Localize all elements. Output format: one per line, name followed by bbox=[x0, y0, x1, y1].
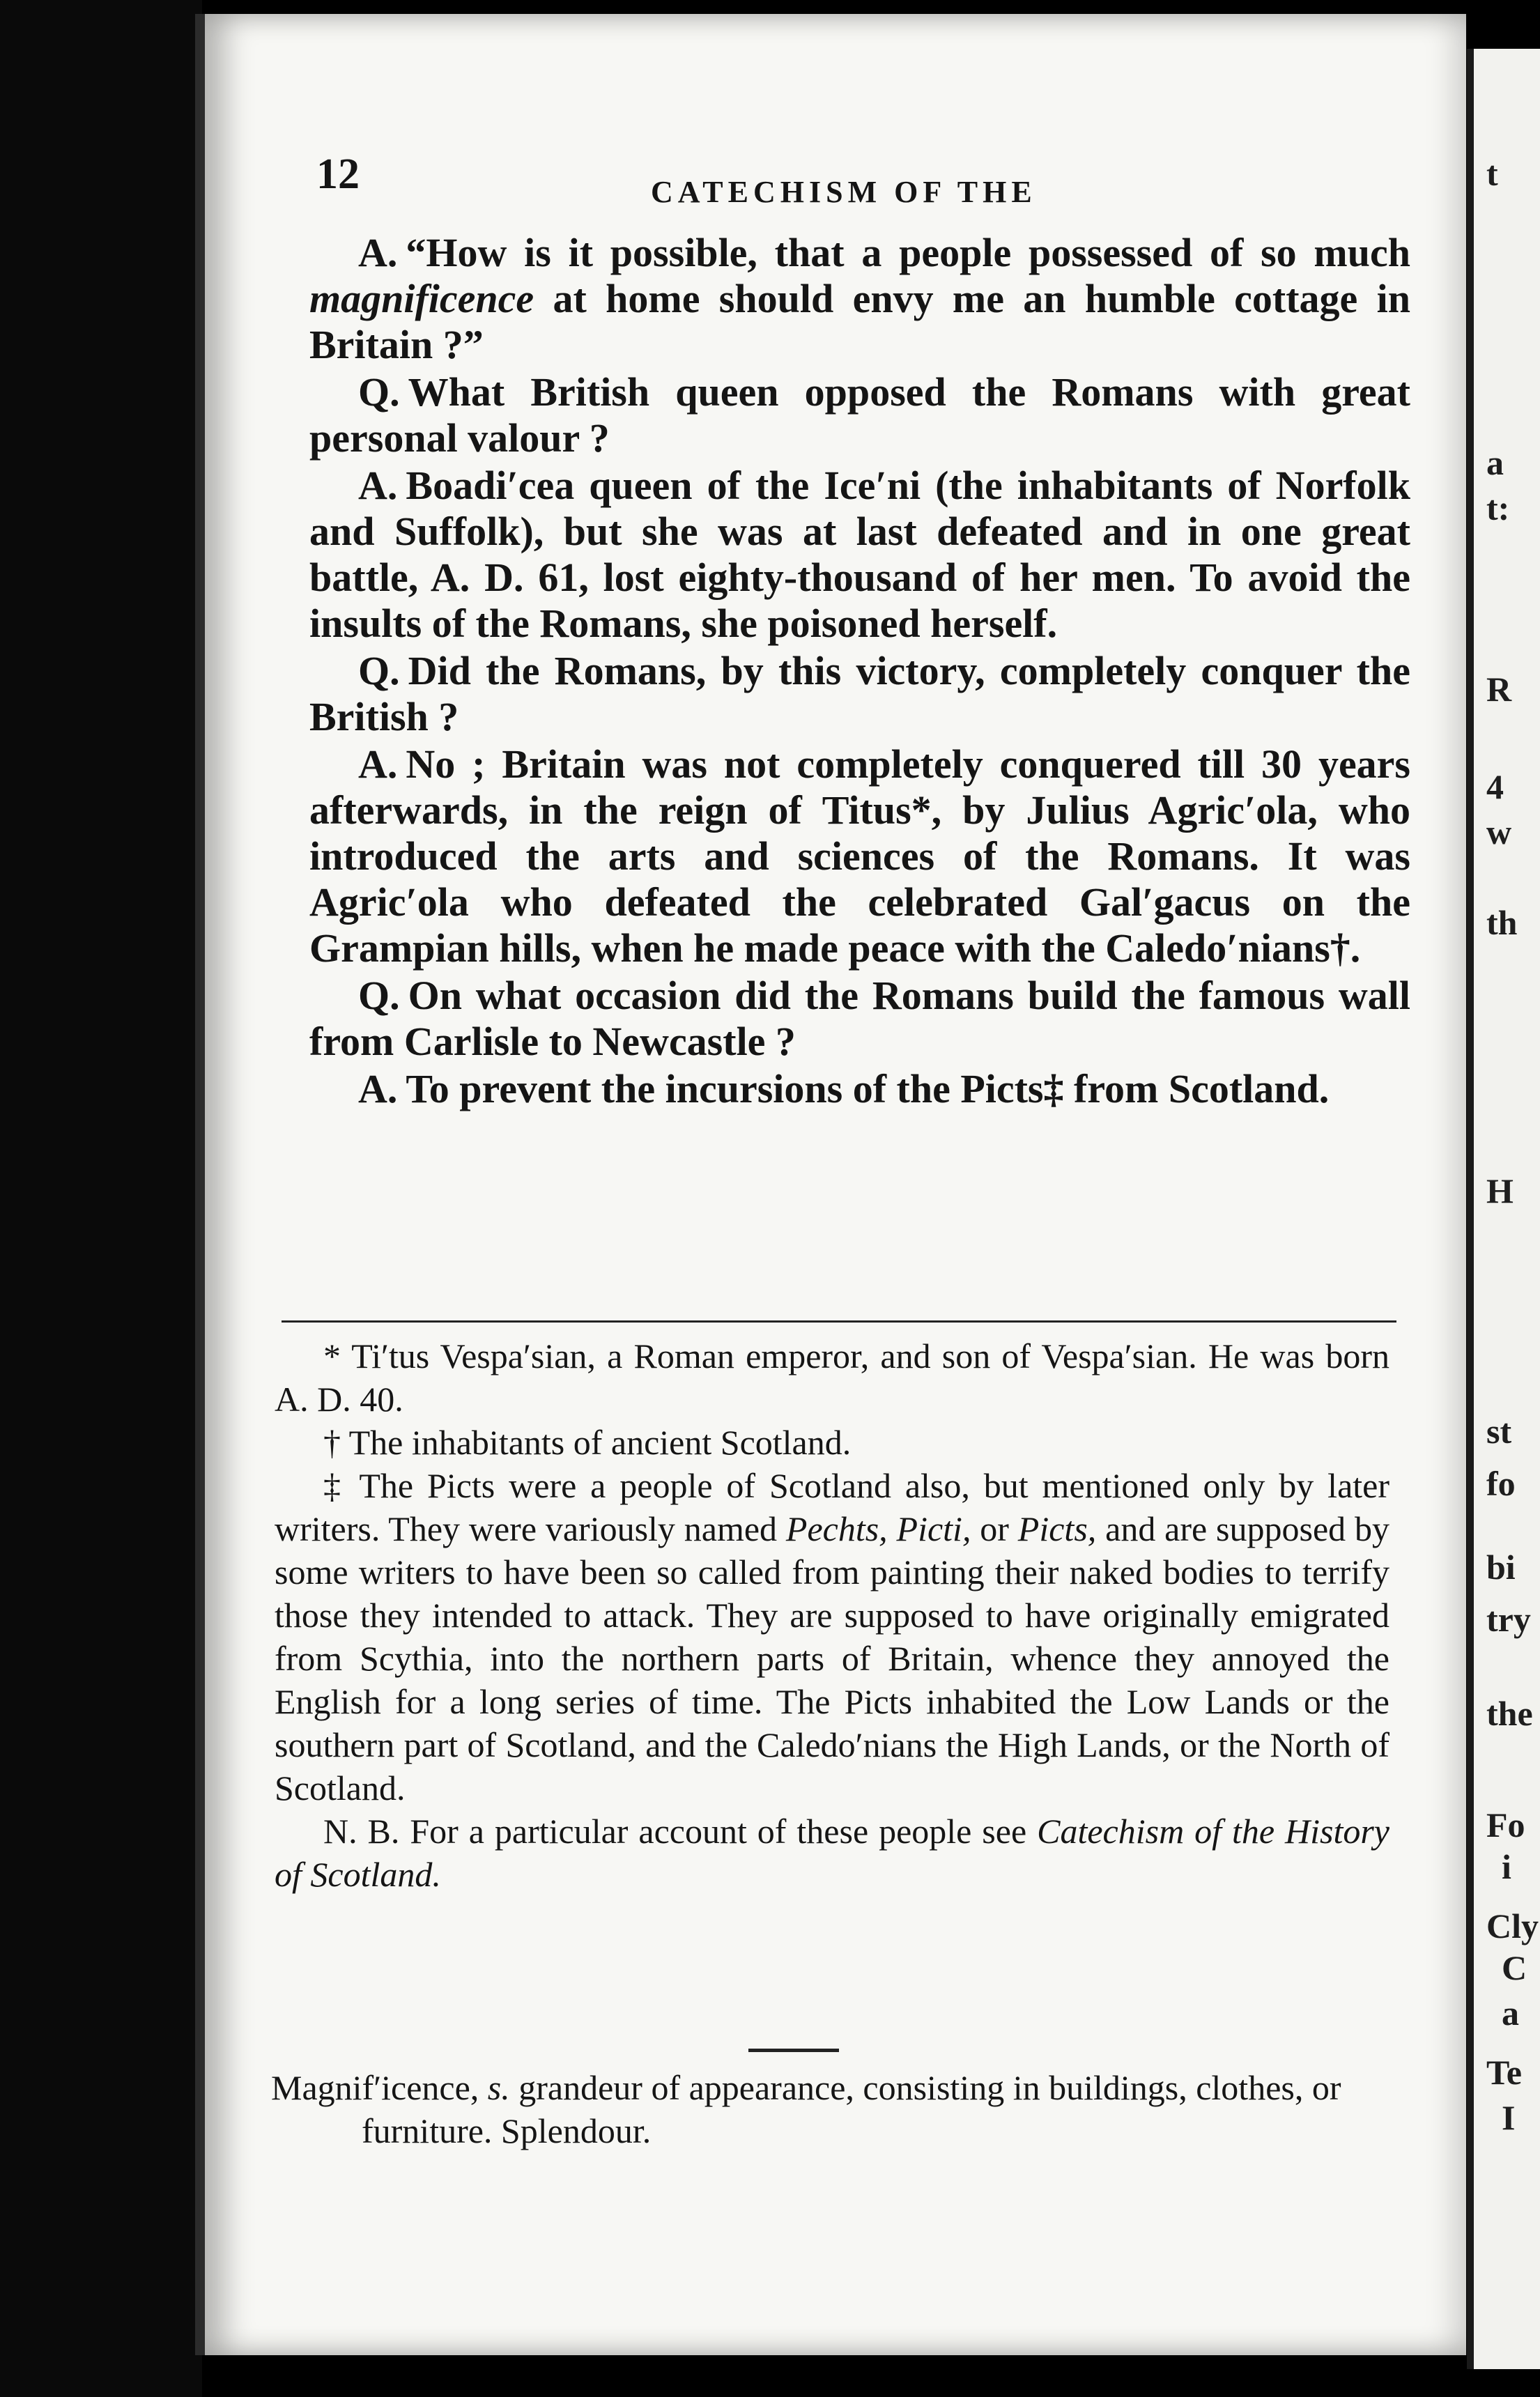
paragraph-text: To prevent the incursions of the Picts‡ from Scotland. bbox=[406, 1066, 1330, 1111]
glossary-entry bbox=[271, 2066, 1386, 2152]
italic-word: Picti, bbox=[896, 1509, 971, 1548]
footnote-mark: N. B. bbox=[323, 1812, 400, 1851]
paragraph-text: “How is it possible, that a people possessed of so much magnificence at home should envy me an humble cottage in Britain ?” bbox=[309, 230, 1410, 367]
footnote-text: Ti′tus Vespa′sian, a Roman emperor, and son of Vespa′sian. He was born A. D. 40. bbox=[275, 1336, 1389, 1419]
adjacent-fragment: H bbox=[1486, 1171, 1514, 1210]
question-paragraph bbox=[309, 973, 1410, 1065]
adjacent-fragment: the bbox=[1486, 1694, 1533, 1733]
footnote-text: The Picts were a people of Scotland also, but mentioned only by later writers. They were variously named Pechts, Picti, or Picts, and are supposed by some writers to have been so called from painting their naked bodies to terrify those they intended to attack. They are supposed to have originally emigrated from Scythia, into the northern parts of Britain, whence they annoyed the English for a long series of time. The Picts inhabited the Low Lands or the southern part of Scotland, and the Caledo′nians the High Lands, or the North of Scotland. bbox=[275, 1466, 1389, 1808]
adjacent-page-edge bbox=[1467, 49, 1540, 2369]
footnote-nb bbox=[275, 1810, 1389, 1896]
page-number: 12 bbox=[316, 151, 360, 198]
answer-paragraph bbox=[309, 741, 1410, 971]
footnotes bbox=[275, 1334, 1389, 1896]
adjacent-fragment: i bbox=[1502, 1847, 1511, 1886]
footnote-text: The inhabitants of ancient Scotland. bbox=[348, 1423, 852, 1462]
catechism-body bbox=[309, 230, 1410, 1113]
italic-word: Picts, bbox=[1017, 1509, 1097, 1548]
adjacent-fragment: I bbox=[1502, 2098, 1516, 2137]
adjacent-fragment: th bbox=[1486, 903, 1518, 942]
book-page bbox=[195, 14, 1466, 2355]
paragraph-text: What British queen opposed the Romans with great personal valour ? bbox=[309, 369, 1410, 461]
answer-paragraph bbox=[309, 230, 1410, 368]
adjacent-fragment: t bbox=[1486, 154, 1498, 193]
paragraph-text: Did the Romans, by this victory, completely conquer the British ? bbox=[309, 648, 1410, 739]
running-head: CATECHISM OF THE bbox=[651, 175, 1037, 209]
glossary bbox=[271, 2066, 1386, 2152]
adjacent-fragment: C bbox=[1502, 1948, 1527, 1987]
glossary-pos: s. bbox=[487, 2068, 510, 2107]
adjacent-fragment: bi bbox=[1486, 1548, 1516, 1587]
paragraph-label: Q. bbox=[358, 973, 400, 1018]
adjacent-fragment: Fo bbox=[1486, 1805, 1525, 1844]
footnote bbox=[275, 1334, 1389, 1421]
adjacent-fragment: a bbox=[1486, 443, 1504, 482]
italic-word: magnificence bbox=[309, 276, 534, 321]
adjacent-fragment: try bbox=[1486, 1600, 1531, 1639]
footnote-text: For a particular account of these people see Catechism of the History of Scotland. bbox=[275, 1812, 1389, 1894]
paragraph-label: A. bbox=[358, 1066, 398, 1111]
footnote-rule bbox=[282, 1320, 1396, 1323]
adjacent-fragment: 4 bbox=[1486, 767, 1504, 806]
adjacent-fragment: fo bbox=[1486, 1464, 1516, 1503]
footnote-mark: ‡ bbox=[323, 1466, 346, 1505]
footnote bbox=[275, 1421, 1389, 1464]
adjacent-fragment: Cly bbox=[1486, 1906, 1539, 1945]
adjacent-fragment: a bbox=[1502, 1994, 1519, 2033]
glossary-rule bbox=[748, 2049, 839, 2052]
italic-word: Pechts, bbox=[785, 1509, 888, 1548]
question-paragraph bbox=[309, 648, 1410, 740]
paragraph-label: A. bbox=[358, 230, 398, 275]
answer-paragraph bbox=[309, 463, 1410, 647]
scan-left-margin bbox=[0, 0, 202, 2397]
italic-word: Catechism of the History of Scotland. bbox=[275, 1812, 1389, 1894]
paragraph-label: A. bbox=[358, 741, 398, 787]
paragraph-label: A. bbox=[358, 463, 398, 508]
adjacent-fragment: w bbox=[1486, 812, 1512, 851]
adjacent-fragment: t: bbox=[1486, 488, 1510, 527]
glossary-definition: grandeur of appearance, consisting in buildings, clothes, or furniture. Splendour. bbox=[362, 2068, 1341, 2150]
footnote-mark: * bbox=[323, 1336, 341, 1375]
paragraph-label: Q. bbox=[358, 648, 400, 693]
adjacent-fragment: Te bbox=[1486, 2053, 1522, 2092]
glossary-term: Magnif′icence, bbox=[271, 2068, 479, 2107]
question-paragraph bbox=[309, 369, 1410, 461]
footnote-mark: † bbox=[323, 1423, 341, 1462]
paragraph-label: Q. bbox=[358, 369, 400, 415]
adjacent-fragment: st bbox=[1486, 1412, 1512, 1451]
paragraph-text: No ; Britain was not completely conquered till 30 years afterwards, in the reign of Titus*, by Julius Agric′ola, who introduced the arts and sciences of the Romans. It was Agric′ola who defeated the celebrated Gal′gacus on the Grampian hills, when he made peace with the Caledo′nians†. bbox=[309, 741, 1410, 971]
answer-paragraph bbox=[309, 1066, 1410, 1112]
adjacent-fragment: R bbox=[1486, 670, 1512, 709]
footnote bbox=[275, 1464, 1389, 1810]
paragraph-text: Boadi′cea queen of the Ice′ni (the inhabitants of Norfolk and Suffolk), but she was at last defeated and in one great battle, A. D. 61, lost eighty-thousand of her men. To avoid the insults of the Romans, she poisoned herself. bbox=[309, 463, 1410, 646]
paragraph-text: On what occasion did the Romans build the famous wall from Carlisle to Newcastle ? bbox=[309, 973, 1410, 1064]
